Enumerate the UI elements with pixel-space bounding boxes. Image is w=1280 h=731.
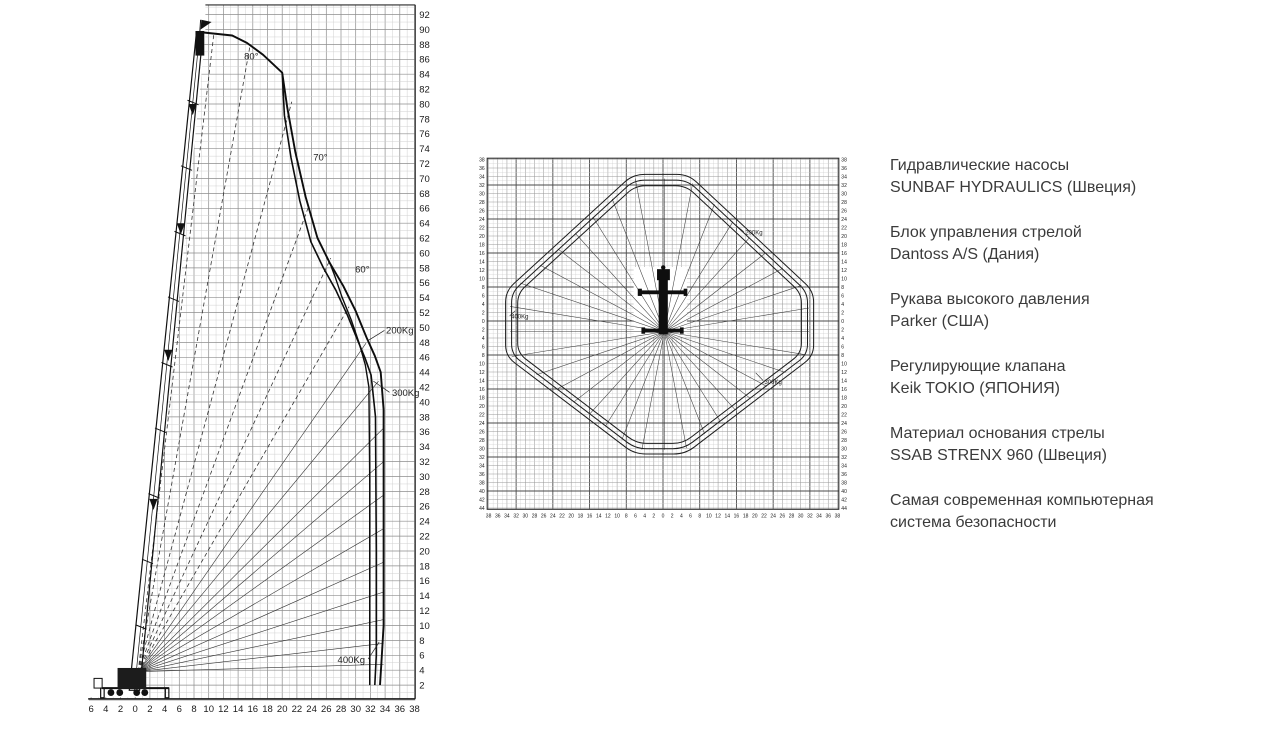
feature-item (890, 289, 1200, 333)
svg-text:0: 0 (481, 318, 485, 325)
svg-text:8: 8 (624, 513, 628, 520)
svg-text:22: 22 (419, 531, 430, 543)
svg-text:2: 2 (481, 327, 485, 334)
x-axis-labels (88, 704, 419, 715)
svg-text:42: 42 (479, 497, 485, 504)
svg-text:32: 32 (479, 182, 485, 189)
feature-title: Самая современная компьютерная (890, 492, 1154, 509)
svg-text:18: 18 (479, 242, 485, 249)
svg-text:18: 18 (841, 395, 847, 402)
svg-text:6: 6 (419, 650, 425, 662)
svg-text:18: 18 (419, 561, 430, 573)
svg-text:6: 6 (481, 344, 485, 351)
svg-text:26: 26 (540, 513, 547, 520)
svg-text:34: 34 (479, 174, 485, 181)
svg-text:22: 22 (841, 225, 847, 232)
svg-text:92: 92 (419, 10, 430, 21)
svg-text:4: 4 (841, 301, 845, 308)
svg-text:34: 34 (479, 463, 485, 470)
svg-text:8: 8 (841, 284, 845, 291)
svg-text:30: 30 (419, 471, 430, 483)
svg-text:84: 84 (419, 69, 430, 81)
svg-text:6: 6 (841, 293, 845, 300)
svg-text:38: 38 (479, 480, 485, 487)
svg-text:36: 36 (841, 471, 847, 478)
feature-value: Keik TOKIO (ЯПОНИЯ) (890, 380, 1060, 397)
svg-text:32: 32 (841, 182, 847, 189)
svg-text:2: 2 (147, 704, 153, 715)
svg-text:16: 16 (247, 704, 259, 715)
svg-text:52: 52 (419, 308, 430, 319)
feature-value: Parker (США) (890, 313, 990, 330)
svg-text:12: 12 (419, 606, 430, 617)
svg-text:32: 32 (841, 454, 847, 461)
svg-text:74: 74 (419, 144, 430, 156)
svg-text:4: 4 (161, 704, 168, 715)
svg-text:26: 26 (841, 208, 847, 215)
svg-text:32: 32 (807, 513, 813, 520)
svg-text:76: 76 (419, 129, 430, 141)
svg-text:44: 44 (479, 505, 485, 512)
svg-text:24: 24 (841, 420, 847, 427)
svg-text:6: 6 (689, 513, 692, 520)
svg-text:16: 16 (479, 250, 485, 257)
feature-value: система безопасности (890, 514, 1057, 531)
svg-text:2: 2 (841, 310, 845, 317)
svg-text:18: 18 (479, 395, 485, 402)
svg-text:20: 20 (752, 513, 758, 520)
svg-text:4: 4 (103, 704, 109, 715)
svg-text:38: 38 (419, 412, 430, 424)
svg-text:20: 20 (568, 513, 574, 520)
svg-text:30: 30 (479, 191, 485, 198)
svg-text:200Kg: 200Kg (386, 325, 414, 337)
svg-text:32: 32 (479, 454, 485, 461)
svg-text:42: 42 (841, 497, 847, 504)
svg-text:300Kg: 300Kg (391, 388, 420, 400)
svg-text:2: 2 (652, 513, 656, 520)
feature-title: Регулирующие клапана (890, 358, 1066, 375)
feature-item (890, 490, 1200, 534)
svg-text:12: 12 (841, 369, 847, 376)
svg-text:2: 2 (117, 704, 124, 715)
svg-text:32: 32 (365, 704, 376, 715)
svg-text:30: 30 (350, 704, 361, 715)
svg-text:300Kg: 300Kg (764, 379, 782, 386)
feature-title: Гидравлические насосы (890, 157, 1070, 174)
feature-title: Материал основания стрелы (890, 425, 1105, 442)
svg-text:4: 4 (679, 513, 683, 520)
feature-title: Рукава высокого давления (890, 291, 1090, 308)
svg-text:32: 32 (419, 457, 430, 468)
svg-text:10: 10 (841, 276, 847, 283)
svg-text:40: 40 (419, 397, 430, 409)
svg-text:6: 6 (841, 344, 845, 351)
svg-text:22: 22 (479, 412, 485, 419)
svg-text:60: 60 (419, 248, 430, 260)
svg-text:20: 20 (841, 403, 847, 410)
feature-item (890, 222, 1200, 266)
svg-text:22: 22 (291, 704, 303, 715)
svg-text:2: 2 (419, 680, 425, 692)
svg-text:48: 48 (419, 337, 430, 349)
svg-text:34: 34 (379, 704, 391, 715)
feature-value: SSAB STRENX 960 (Швеция) (890, 447, 1107, 464)
outreach-plan-chart (476, 149, 848, 553)
svg-text:12: 12 (605, 513, 611, 520)
svg-text:28: 28 (531, 513, 538, 520)
svg-text:14: 14 (724, 513, 731, 520)
svg-text:26: 26 (479, 208, 485, 215)
svg-text:20: 20 (479, 233, 485, 240)
svg-text:24: 24 (419, 516, 430, 528)
svg-text:12: 12 (841, 267, 847, 274)
svg-text:8: 8 (698, 513, 702, 520)
svg-text:42: 42 (419, 382, 430, 394)
svg-text:16: 16 (419, 576, 430, 588)
svg-text:22: 22 (559, 513, 565, 520)
svg-text:30: 30 (522, 513, 529, 520)
svg-text:38: 38 (479, 157, 485, 164)
svg-text:30: 30 (479, 446, 485, 453)
svg-text:16: 16 (841, 386, 847, 393)
svg-text:70: 70 (419, 173, 430, 185)
svg-text:4: 4 (481, 301, 485, 308)
svg-text:78: 78 (419, 114, 430, 126)
svg-text:6: 6 (481, 293, 485, 300)
svg-text:62: 62 (419, 233, 430, 245)
svg-text:8: 8 (191, 704, 197, 715)
svg-text:24: 24 (306, 704, 317, 715)
svg-text:16: 16 (841, 250, 847, 257)
svg-text:34: 34 (504, 513, 510, 520)
svg-text:34: 34 (841, 463, 847, 470)
svg-text:10: 10 (614, 513, 620, 520)
svg-text:16: 16 (733, 513, 740, 520)
svg-text:82: 82 (419, 84, 430, 96)
svg-text:2: 2 (481, 310, 485, 317)
svg-text:2: 2 (841, 327, 845, 334)
svg-text:20: 20 (479, 403, 485, 410)
svg-text:24: 24 (479, 420, 485, 427)
svg-text:58: 58 (419, 263, 430, 275)
svg-text:36: 36 (841, 165, 847, 172)
svg-text:10: 10 (479, 276, 485, 283)
svg-text:36: 36 (825, 513, 832, 520)
svg-text:36: 36 (479, 165, 485, 172)
y-axis-labels (419, 10, 430, 692)
svg-text:28: 28 (335, 704, 347, 715)
svg-text:28: 28 (788, 513, 795, 520)
svg-text:8: 8 (841, 352, 845, 359)
svg-text:36: 36 (479, 471, 485, 478)
svg-text:18: 18 (742, 513, 749, 520)
svg-text:60°: 60° (355, 264, 370, 276)
height-reach-chart (80, 4, 432, 720)
svg-text:36: 36 (494, 513, 501, 520)
svg-text:34: 34 (816, 513, 822, 520)
svg-text:24: 24 (770, 513, 776, 520)
svg-text:36: 36 (419, 427, 430, 439)
svg-text:38: 38 (409, 704, 420, 715)
svg-text:12: 12 (479, 267, 485, 274)
svg-text:20: 20 (841, 233, 847, 240)
svg-text:26: 26 (321, 704, 332, 715)
svg-text:40: 40 (479, 488, 485, 495)
svg-text:4: 4 (841, 335, 845, 342)
svg-text:38: 38 (834, 513, 841, 520)
svg-text:18: 18 (841, 242, 847, 249)
svg-text:24: 24 (841, 216, 847, 223)
svg-text:14: 14 (419, 591, 430, 603)
feature-value: SUNBAF HYDRAULICS (Швеция) (890, 179, 1137, 196)
feature-value: Dantoss A/S (Дания) (890, 246, 1040, 263)
svg-text:10: 10 (479, 361, 485, 368)
svg-text:20: 20 (276, 704, 288, 715)
svg-text:6: 6 (634, 513, 637, 520)
svg-text:30: 30 (841, 191, 847, 198)
svg-text:30: 30 (841, 446, 847, 453)
svg-text:72: 72 (419, 159, 430, 170)
svg-text:66: 66 (419, 203, 430, 215)
svg-text:14: 14 (232, 704, 244, 715)
chart-labels (244, 51, 419, 665)
svg-text:8: 8 (481, 352, 485, 359)
svg-text:12: 12 (218, 704, 229, 715)
svg-text:50: 50 (419, 322, 430, 334)
svg-text:64: 64 (419, 218, 430, 230)
svg-text:28: 28 (479, 199, 485, 206)
svg-text:4: 4 (419, 665, 425, 677)
svg-text:56: 56 (419, 278, 430, 290)
svg-text:16: 16 (479, 386, 485, 393)
svg-text:36: 36 (394, 704, 406, 715)
svg-text:44: 44 (419, 367, 430, 379)
svg-text:28: 28 (841, 199, 847, 206)
svg-text:28: 28 (479, 437, 485, 444)
svg-text:26: 26 (479, 429, 485, 436)
svg-text:88: 88 (419, 39, 430, 51)
svg-text:16: 16 (586, 513, 593, 520)
svg-text:68: 68 (419, 188, 430, 200)
svg-text:200Kg: 200Kg (745, 230, 763, 237)
features-list (890, 155, 1200, 557)
svg-text:4: 4 (481, 335, 485, 342)
svg-text:22: 22 (841, 412, 847, 419)
svg-text:4: 4 (643, 513, 647, 520)
svg-text:38: 38 (841, 480, 847, 487)
svg-text:38: 38 (485, 513, 492, 520)
svg-text:14: 14 (595, 513, 602, 520)
svg-text:24: 24 (479, 216, 485, 223)
svg-text:70°: 70° (313, 152, 328, 164)
svg-text:90: 90 (419, 24, 430, 36)
svg-text:32: 32 (513, 513, 519, 520)
svg-text:22: 22 (761, 513, 767, 520)
svg-text:6: 6 (88, 704, 94, 715)
svg-text:46: 46 (419, 352, 430, 364)
svg-text:28: 28 (841, 437, 847, 444)
svg-text:26: 26 (779, 513, 786, 520)
svg-text:22: 22 (479, 225, 485, 232)
svg-text:10: 10 (706, 513, 712, 520)
svg-text:12: 12 (715, 513, 721, 520)
svg-text:0: 0 (841, 318, 845, 325)
svg-text:26: 26 (419, 501, 430, 513)
svg-text:44: 44 (841, 505, 847, 512)
svg-text:18: 18 (577, 513, 584, 520)
feature-item (890, 423, 1200, 467)
feature-title: Блок управления стрелой (890, 224, 1082, 241)
svg-text:12: 12 (479, 369, 485, 376)
svg-text:0: 0 (132, 704, 138, 715)
svg-text:8: 8 (481, 284, 485, 291)
svg-text:6: 6 (176, 704, 182, 715)
feature-item (890, 356, 1200, 400)
svg-text:28: 28 (419, 486, 430, 498)
svg-text:30: 30 (797, 513, 804, 520)
svg-text:20: 20 (419, 546, 430, 558)
svg-text:10: 10 (841, 361, 847, 368)
svg-text:2: 2 (670, 513, 674, 520)
svg-text:400Kg: 400Kg (337, 654, 366, 666)
svg-text:400Kg: 400Kg (511, 314, 529, 321)
svg-text:14: 14 (479, 378, 485, 385)
svg-text:34: 34 (841, 174, 847, 181)
svg-text:86: 86 (419, 54, 430, 66)
svg-text:10: 10 (419, 620, 430, 632)
svg-text:14: 14 (479, 259, 485, 266)
svg-text:18: 18 (262, 704, 273, 715)
svg-text:40: 40 (841, 488, 847, 495)
svg-text:34: 34 (419, 442, 430, 454)
svg-text:80: 80 (419, 99, 430, 111)
svg-text:80°: 80° (244, 51, 259, 63)
svg-text:14: 14 (841, 259, 847, 266)
svg-text:10: 10 (203, 704, 214, 715)
svg-text:14: 14 (841, 378, 847, 385)
svg-text:0: 0 (661, 513, 665, 520)
svg-text:26: 26 (841, 429, 847, 436)
feature-item (890, 155, 1200, 199)
svg-text:54: 54 (419, 293, 430, 305)
svg-text:8: 8 (419, 635, 425, 647)
svg-text:38: 38 (841, 157, 847, 164)
svg-text:24: 24 (550, 513, 556, 520)
